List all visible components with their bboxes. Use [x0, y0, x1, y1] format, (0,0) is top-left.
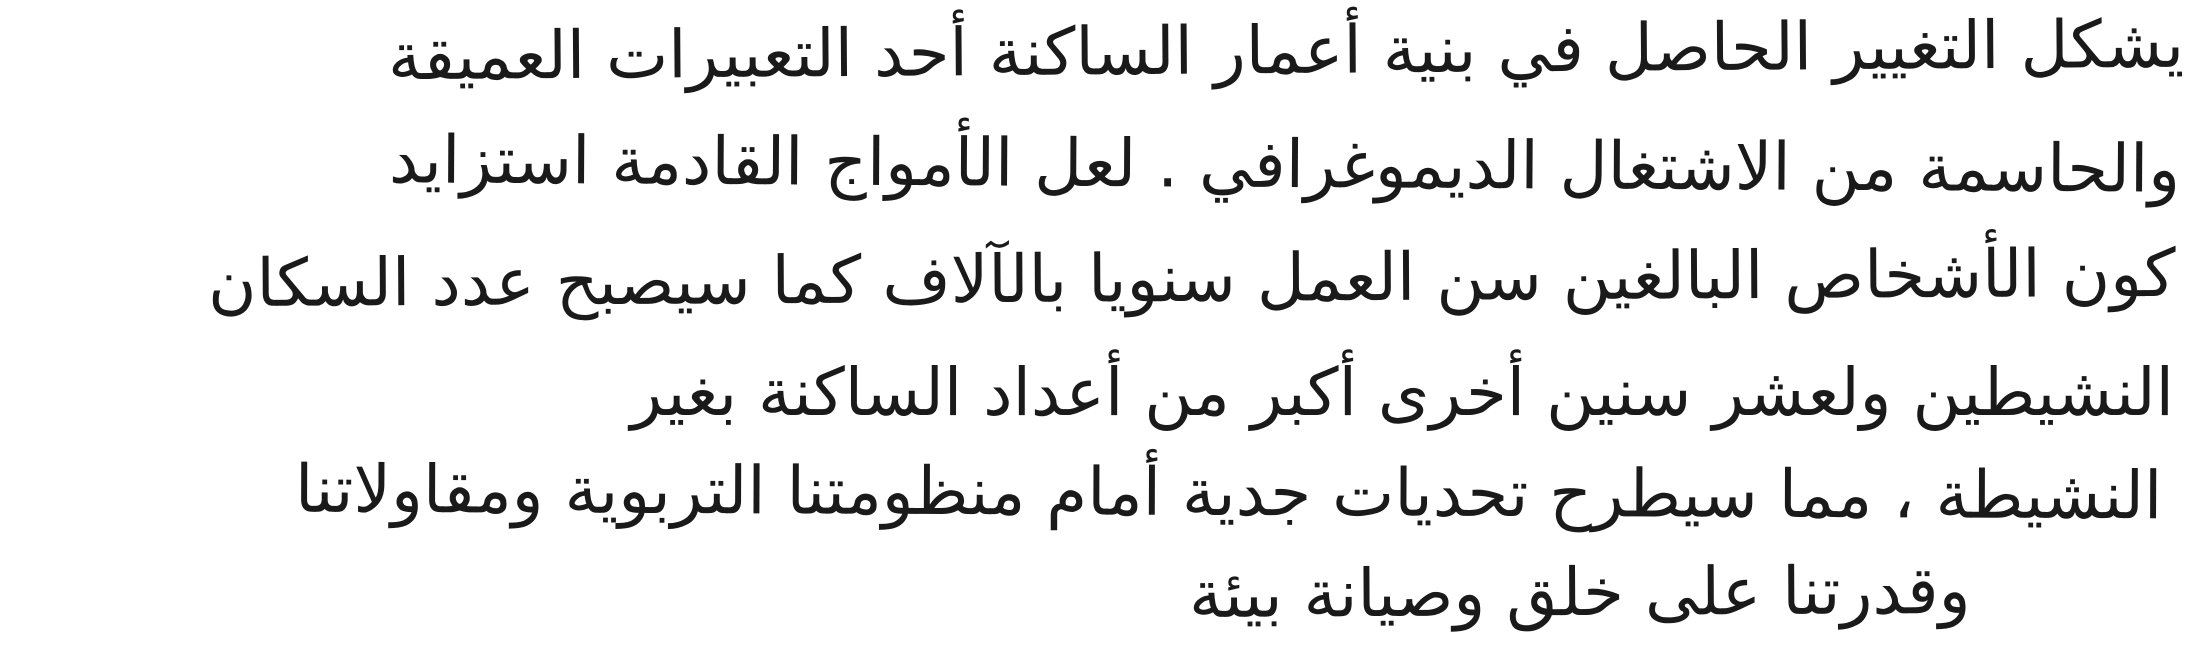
text-line-6: وقدرتنا على خلق وصيانة بيئة: [1188, 551, 1971, 634]
text-line-5: النشيطة ، مما سيطرح تحديات جدية أمام منظومتنا التربوية ومقاولاتنا: [294, 450, 2163, 535]
text-line-1: يشكل التغيير الحاصل في بنية أعمار الساكنة أحد التعبيرات العميقة: [387, 5, 2185, 96]
text-line-3: كون الأشخاص البالغين سن العمل سنويا بالآلاف كما سيصبح عدد السكان: [208, 234, 2177, 323]
text-line-4: النشيطين ولعشر سنين أخرى أكبر من أعداد الساكنة بغير: [630, 354, 2174, 431]
text-line-2: والحاسمة من الاشتغال الديموغرافي . لعل الأمواج القادمة استزايد: [388, 121, 2181, 208]
